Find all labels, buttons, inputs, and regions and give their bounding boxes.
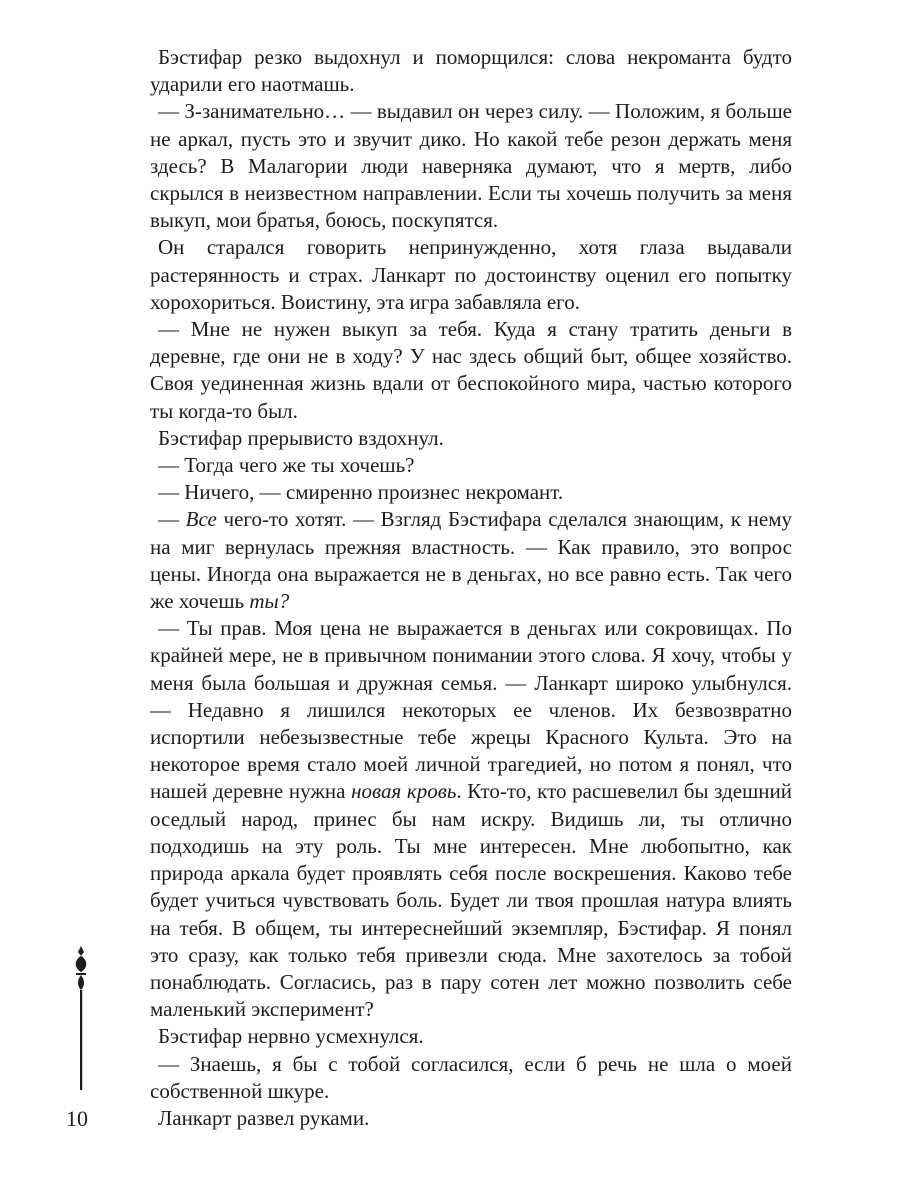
page-text xyxy=(150,44,792,1132)
paragraph-6: — Тогда чего же ты хочешь? xyxy=(158,453,415,478)
paragraph-8: — Все чего-то хотят. — Взгляд Бэстифара сделался знающим, к нему на миг вернулась прежняя властность. — Как правило, это вопрос цены. Иногда она выражается не в деньгах, но все равно есть. Так чего же хочешь ты? xyxy=(150,507,792,614)
paragraph-3: Он старался говорить непринужденно, хотя глаза выдавали растерянность и страх. Ланкарт по достоинству оценил его попытку хорохориться. Воистину, эта игра забавляла его. xyxy=(150,235,792,314)
paragraph-9: — Ты прав. Моя цена не выражается в деньгах или сокровищах. По крайней мере, не в привычном понимании этого слова. Я хочу, чтобы у меня была большая и дружная семья. — Ланкарт широко улыбнулся. — Недавно я лишился некоторых ее членов. Их безвозвратно испортили небезызвестные тебе жрецы Красного Культа. Это на некоторое время стало моей личной трагедией, но потом я понял, что нашей деревне нужна новая кровь. Кто-то, кто расшевелил бы здешний оседлый народ, принес бы нам искру. Видишь ли, ты отлично подходишь на эту роль. Ты мне интересен. Мне любопытно, как природа аркала будет проявлять себя после воскрешения. Каково тебе будет учиться чувствовать боль. Будет ли твоя прошлая натура влиять на тебя. В общем, ты интереснейший экземпляр, Бэстифар. Я понял это сразу, как только тебя привезли сюда. Мне захотелось за тобой понаблюдать. Согласись, раз в пару сотен лет можно позволить себе маленький эксперимент? xyxy=(150,616,792,1022)
italic-phrase: новая кровь xyxy=(351,779,457,804)
page-number: 10 xyxy=(66,1106,88,1131)
paragraph-4: — Мне не нужен выкуп за тебя. Куда я стану тратить деньги в деревне, где они не в ходу? У нас здесь общий быт, общее хозяйство. Своя уединенная жизнь вдали от беспокойного мира, частью которого ты когда-то был. xyxy=(150,317,792,423)
paragraph-5: Бэстифар прерывисто вздохнул. xyxy=(158,425,444,450)
paragraph-1: Бэстифар резко выдохнул и поморщился: слова некроманта будто ударили его наотмашь. xyxy=(150,45,792,97)
italic-word: Все xyxy=(185,507,217,532)
paragraph-2: — З-занимательно… — выдавил он через силу. — Положим, я больше не аркал, пусть это и звучит дико. Но какой тебе резон держать меня здесь? В Малагории люди наверняка думают, что я мертв, либо скрылся в неизвестном направлении. Если ты хочешь получить за меня выкуп, мои братья, боюсь, поскупятся. xyxy=(150,99,792,233)
paragraph-7: — Ничего, — смиренно произнес некромант. xyxy=(158,480,564,505)
paragraph-12: Ланкарт развел руками. xyxy=(158,1105,370,1130)
paragraph-10: Бэстифар нервно усмехнулся. xyxy=(158,1024,424,1049)
page-ornament-icon xyxy=(66,944,96,1094)
italic-word: ты? xyxy=(249,589,290,614)
paragraph-11: — Знаешь, я бы с тобой согласился, если б речь не шла о моей собственной шкуре. xyxy=(150,1051,792,1103)
